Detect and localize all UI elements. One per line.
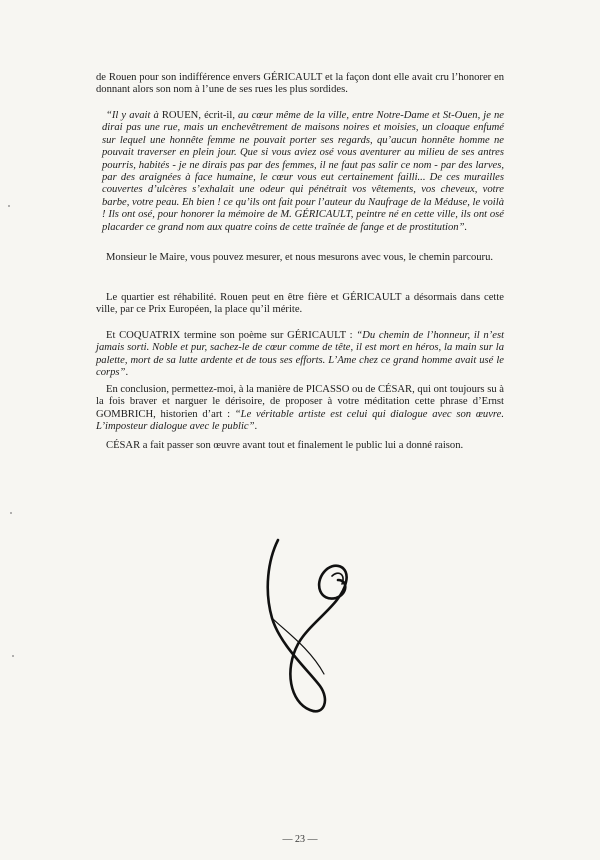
paragraph-cesar-text: CÉSAR a fait passer son œuvre avant tout et finalement le public lui a donné raison.	[106, 440, 464, 451]
quote-open: “Il y avait à	[106, 110, 162, 121]
conclusion-end: .	[254, 421, 258, 433]
quote-block	[96, 110, 506, 234]
margin-speck	[10, 512, 12, 514]
paragraph-conclusion-text	[96, 384, 504, 434]
margin-speck	[8, 205, 10, 207]
paragraph-coquatrix	[96, 330, 504, 380]
paragraph-cesar	[96, 440, 504, 452]
coquatrix-end: .	[125, 367, 129, 379]
signature-flourish	[250, 530, 370, 720]
coquatrix-quote: “Du chemin de l’honneur, il n’est jamais sorti. Noble et pur, sachez-le de cœur comme de tête, il est mort en héros, la main sur la palette, mort de sa lutte ardente et de tous ses efforts. L’Ame chez ce grand homme avait usé le corps”	[96, 330, 505, 379]
paragraph-conclusion	[96, 384, 504, 434]
paragraph-quartier	[96, 292, 504, 317]
paragraph-coquatrix-text	[96, 330, 504, 380]
quote-said: écrit-il	[204, 110, 233, 121]
margin-speck	[12, 655, 14, 657]
paragraph-intro-text: de Rouen pour son indifférence envers GÉRICAULT et la façon dont elle avait cru l’honorer en donnant alors son nom à l’une de ses rues les plus sordides.	[96, 72, 504, 96]
quote-place: ROUEN	[161, 110, 199, 121]
paragraph-maire	[96, 252, 504, 264]
quote-rest: , au cœur même de la ville, entre Notre-Dame et St-Ouen, je ne dirai pas une rue, mais un enchevêtrement de maisons noires et moisies, un cloaque enfumé sur lequel une honnête femme ne pouvait porter ses regards, qu’aucun honnête homme ne pouvait traverser en plein jour. Que si vous aviez osé vous aventurer au milieu de ses antres pourris, habités - je ne dirais pas par des femmes, il ne faut pas salir ce nom - par des larves, par des araignées à face humaine, le cœur vous eut certainement failli... De ces murailles couvertes d’ulcères s’exhalait une odeur qui pénétrait vos vêtements, vos cheveux, votre barbe, votre peau. Eh bien ! ce qu’ils ont fait pour l’auteur du Naufrage de la Méduse, le voilà ! Ils ont osé, pour honorer la mémoire de M. GÉRICAULT, peintre né en cette ville, ils ont osé placarder ce grand nom aux quatre coins de cette traînée de fange et de prostitution”.	[102, 110, 505, 233]
coquatrix-lead: Et COQUATRIX termine son poème sur GÉRICAULT :	[106, 330, 357, 341]
paragraph-quartier-text: Le quartier est réhabilité. Rouen peut en être fière et GÉRICAULT a désormais dans cette ville, par ce Prix Européen, la place qu’il mérite.	[96, 292, 504, 316]
conclusion-lead: En conclusion, permettez-moi, à la manière de PICASSO ou de CÉSAR, qui ont toujours su à la fois braver et narguer le dérisoire, de proposer à votre méditation cette phrase d’Ernst GOMBRICH, historien d’art :	[96, 384, 504, 420]
paragraph-maire-text: Monsieur le Maire, vous pouvez mesurer, et nous mesurons avec vous, le chemin parcouru.	[106, 252, 494, 263]
page-number: — 23 —	[282, 834, 318, 845]
paragraph-intro	[96, 72, 504, 97]
quote-text	[102, 110, 504, 234]
conclusion-quote: “Le véritable artiste est celui qui dialogue avec son œuvre. L’imposteur dialogue avec le public”	[96, 408, 504, 433]
quote-mid: ,	[198, 110, 205, 121]
